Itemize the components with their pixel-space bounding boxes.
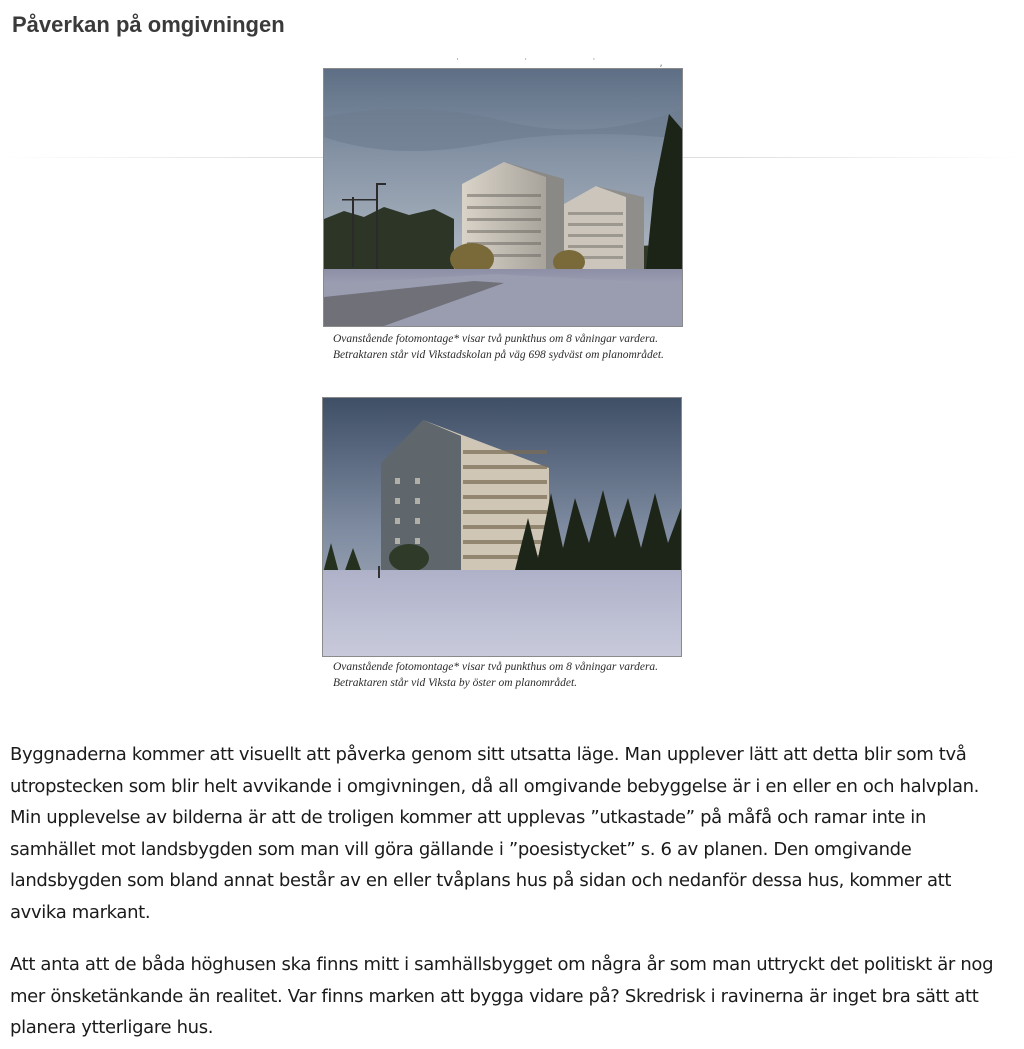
figure-caption-1: Ovanstående fotomontage* visar två punkthus om 8 våningar vardera. Betraktaren står vid Vikstadskolan på väg 698 sydväst om planområdet. xyxy=(333,333,664,361)
figure-caption-2: Ovanstående fotomontage* visar två punkthus om 8 våningar vardera. Betraktaren står vid Viksta by öster om planområdet. xyxy=(333,661,659,689)
cropped-text-fragment: ˙ ˙ ˙ , xyxy=(455,58,693,69)
page-heading: Påverkan på omgivningen xyxy=(12,12,285,37)
photomontage-image-1 xyxy=(323,68,683,327)
body-paragraph-1: Byggnaderna kommer att visuellt att påverka genom sitt utsatta läge. Man upplever lätt att detta blir som två utropstecken som blir helt avvikande i omgivningen, då all omgivande bebyggelse är i en eller en och halvplan. Min upplevelse av bilderna är att de troligen kommer att upplevas ”utkastade” på måfå och ramar inte in samhället mot landsbygden som man vill göra gällande i ”poesistycket” s. 6 av planen. Den omgivande landsbygden som bland annat består av en eller tvåplans hus på sidan och nedanför dessa hus, kommer att avvika markant. xyxy=(10,744,980,923)
photomontage-image-2 xyxy=(322,397,682,657)
body-paragraph-2: Att anta att de båda höghusen ska finns mitt i samhällsbygget om några år som man uttryckt det politiskt är nog mer önsketänkande än realitet. Var finns marken att bygga vidare på? Skredrisk i ravinerna är inget bra sätt att planera ytterligare hus. xyxy=(10,954,994,1038)
